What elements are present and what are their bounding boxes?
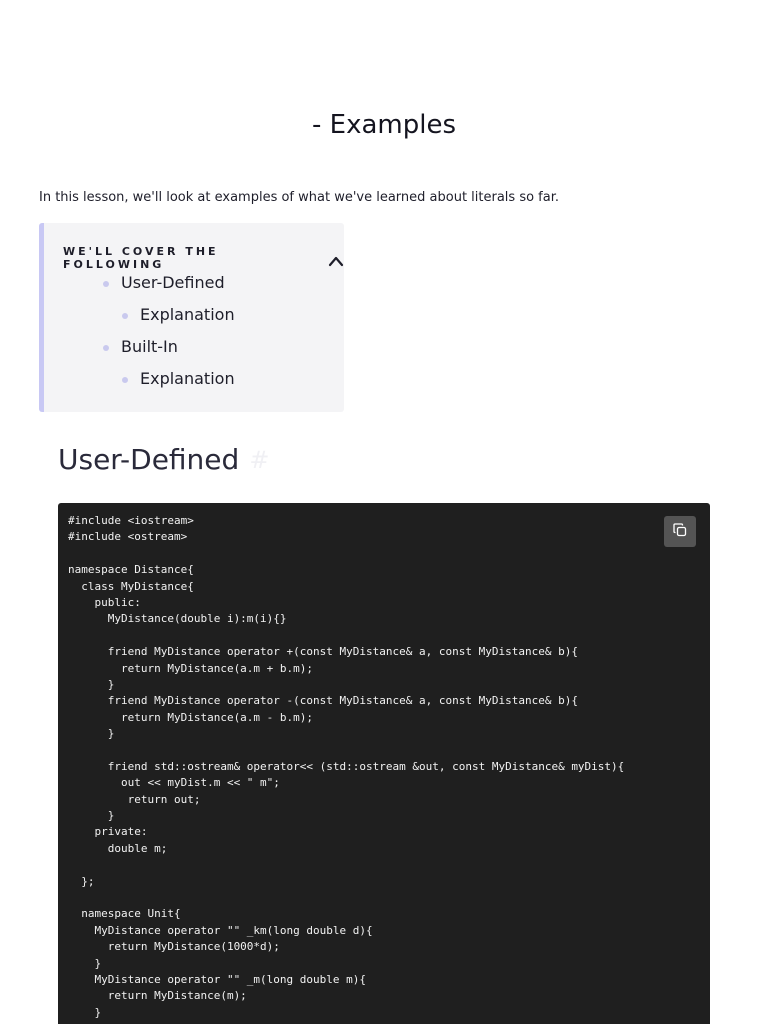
code-line: }; <box>68 874 95 888</box>
code-line: MyDistance operator "" _m(long double m){ <box>68 972 367 986</box>
code-line: return MyDistance(a.m - b.m); <box>68 710 314 724</box>
section-anchor-link[interactable]: # <box>249 445 270 474</box>
code-line: namespace Distance{ <box>68 563 194 577</box>
code-line <box>68 742 710 758</box>
lesson-title: - Examples <box>312 110 456 140</box>
code-line: friend std::ostream& operator<< (std::ostream &out, const MyDistance& myDist){ <box>68 759 625 773</box>
toc-item-user-defined[interactable] <box>121 273 225 292</box>
code-line: MyDistance operator "" _km(long double d){ <box>68 923 373 937</box>
toc-item-explanation-2[interactable] <box>140 369 235 388</box>
copy-button[interactable] <box>664 516 696 547</box>
code-line <box>68 546 710 562</box>
bullet-icon <box>103 345 109 351</box>
bullet-icon <box>122 313 128 319</box>
code-line: } <box>68 809 115 823</box>
toc-item-built-in[interactable] <box>121 337 178 356</box>
code-line: friend MyDistance operator -(const MyDistance& a, const MyDistance& b){ <box>68 694 578 708</box>
bullet-icon <box>122 377 128 383</box>
code-line <box>68 628 710 644</box>
code-line <box>68 890 710 906</box>
code-line: } <box>68 1005 102 1019</box>
toc-item-label: Built-In <box>121 337 178 356</box>
code-line: return MyDistance(a.m + b.m); <box>68 661 314 675</box>
bullet-icon <box>103 281 109 287</box>
code-line: public: <box>68 595 141 609</box>
code-line: return MyDistance(1000*d); <box>68 940 280 954</box>
toc-item-label: Explanation <box>140 369 235 388</box>
code-line: MyDistance(double i):m(i){} <box>68 612 287 626</box>
toc-item-explanation-1[interactable] <box>140 305 235 324</box>
toc-heading: WE'LL COVER THE FOLLOWING <box>63 245 219 271</box>
code-line: friend MyDistance operator +(const MyDistance& a, const MyDistance& b){ <box>68 645 578 659</box>
code-line: } <box>68 727 115 741</box>
code-line: return MyDistance(m); <box>68 989 247 1003</box>
code-line: return out; <box>68 792 201 806</box>
toc-panel <box>39 223 344 412</box>
code-line: namespace Unit{ <box>68 907 181 921</box>
toc-item-label: Explanation <box>140 305 235 324</box>
code-block[interactable] <box>58 503 710 1024</box>
code-line: #include <iostream> <box>68 514 194 527</box>
toc-item-label: User-Defined <box>121 273 225 292</box>
code-content[interactable] <box>58 503 710 1021</box>
section-title-user-defined <box>58 443 269 476</box>
lesson-intro: In this lesson, we'll look at examples of what we've learned about literals so far. <box>39 190 560 205</box>
toc-toggle[interactable] <box>63 245 344 271</box>
code-line: out << myDist.m << " m"; <box>68 776 280 790</box>
code-line: } <box>68 677 115 691</box>
code-line: private: <box>68 825 148 839</box>
code-line: class MyDistance{ <box>68 579 194 593</box>
code-line: #include <ostream> <box>68 530 188 544</box>
code-line: } <box>68 956 102 970</box>
code-line: double m; <box>68 841 168 855</box>
copy-icon <box>673 522 687 541</box>
chevron-up-icon[interactable] <box>328 252 344 264</box>
code-line <box>68 857 710 873</box>
section-title-text: User-Defined <box>58 443 240 476</box>
